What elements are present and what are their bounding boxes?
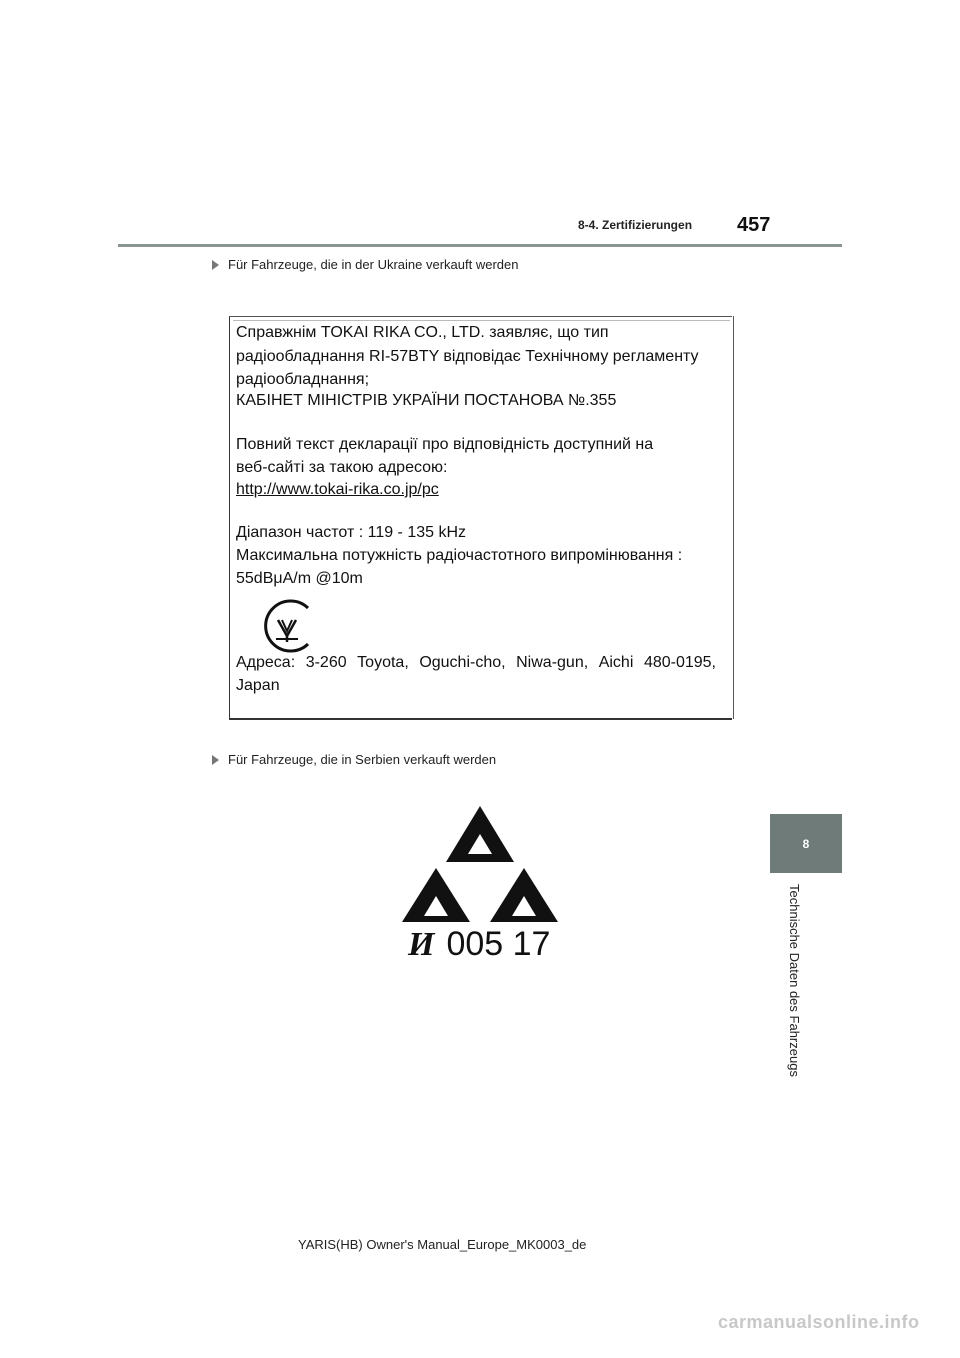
serbia-triangle-mark-icon <box>402 804 558 924</box>
declaration-power: Максимальна потужність радіочастотного випромінювання : <box>236 547 683 564</box>
declaration-line-4: КАБІНЕТ МІНІСТРІВ УКРАЇНИ ПОСТАНОВА №.355 <box>236 392 617 409</box>
declaration-line-2: радіообладнання RI-57BTY відповідає Технічному регламенту <box>236 348 699 365</box>
declaration-address-country: Japan <box>236 677 280 694</box>
chapter-tab[interactable] <box>770 814 842 873</box>
address-word: Toyota, <box>357 654 409 671</box>
serbia-approval-number: 005 17 <box>446 925 551 963</box>
bullet-arrow-icon <box>212 260 219 270</box>
bullet-arrow-icon <box>212 755 219 765</box>
bullet-ukraine-text: Für Fahrzeuge, die in der Ukraine verkauft werden <box>228 257 519 272</box>
declaration-power-value: 55dBμA/m @10m <box>236 570 363 587</box>
declaration-top-border <box>229 316 732 317</box>
address-word: Aichi <box>598 654 634 671</box>
declaration-link[interactable]: http://www.tokai-rika.co.jp/pc <box>236 481 439 498</box>
address-word: 480-0195, <box>643 654 716 671</box>
declaration-line-1: Справжнім TOKAI RIKA CO., LTD. заявляє, що тип <box>236 324 609 341</box>
bullet-ukraine <box>212 257 518 272</box>
chapter-label: Technische Daten des Fahrzeugs <box>787 884 802 1077</box>
address-word: Oguchi-cho, <box>419 654 506 671</box>
ukraine-conformity-mark-icon <box>258 598 316 654</box>
serbia-approval-letter: И <box>408 926 435 963</box>
declaration-top-border-inner <box>233 320 730 321</box>
header-divider <box>118 244 842 247</box>
watermark: carmanualsonline.info <box>718 1312 920 1332</box>
declaration-frequency: Діапазон частот : 119 - 135 kHz <box>236 524 467 541</box>
bullet-serbia-text: Für Fahrzeuge, die in Serbien verkauft werden <box>228 752 497 767</box>
serbia-approval-code <box>408 925 550 964</box>
address-word: 3-260 <box>305 654 347 671</box>
address-word: Адреса: <box>236 654 296 671</box>
section-title: 8-4. Zertifizierungen <box>578 218 693 232</box>
declaration-address <box>236 652 716 674</box>
footer-manual-id: YARIS(HB) Owner's Manual_Europe_MK0003_de <box>298 1237 587 1252</box>
page-number: 457 <box>737 214 771 236</box>
declaration-line-6: веб-сайті за такою адресою: <box>236 459 448 476</box>
address-word: Niwa-gun, <box>516 654 589 671</box>
declaration-line-5: Повний текст декларації про відповідність доступний на <box>236 436 654 453</box>
chapter-number: 8 <box>802 836 810 851</box>
declaration-line-3: радіообладнання; <box>236 371 370 388</box>
bullet-serbia <box>212 752 496 767</box>
declaration-bottom-border <box>229 718 732 720</box>
